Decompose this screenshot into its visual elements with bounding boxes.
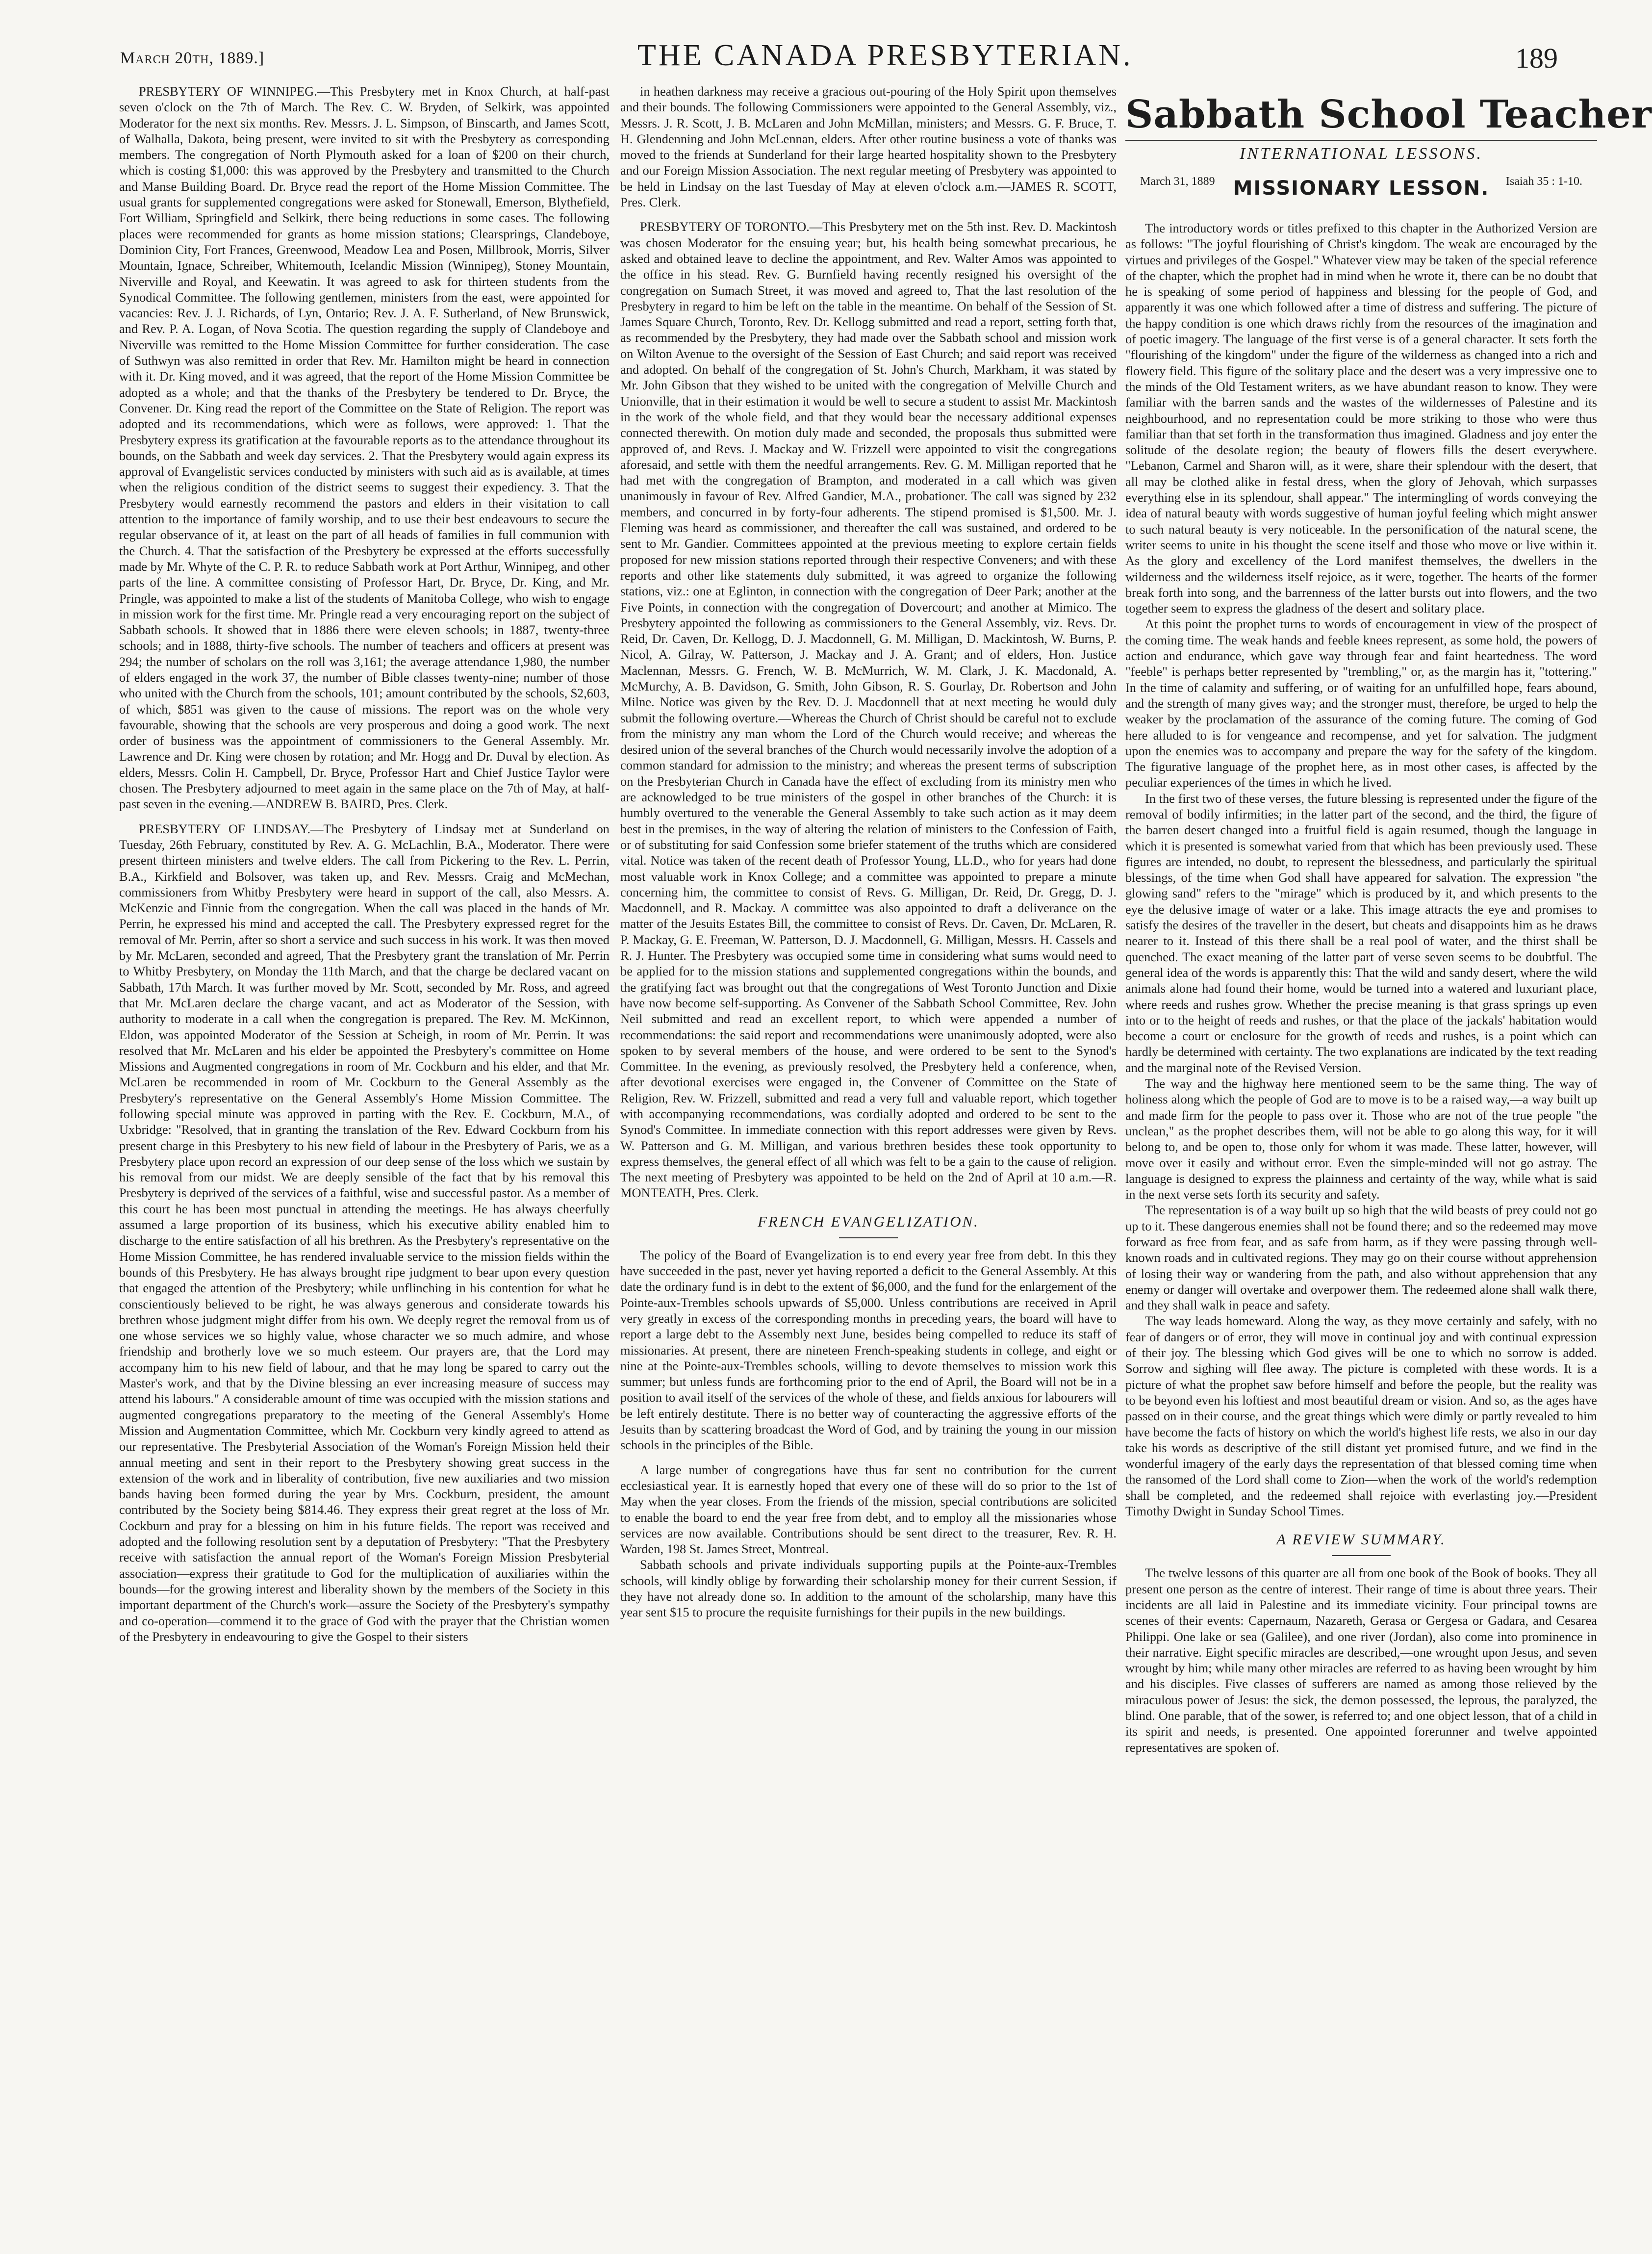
- lesson-para-3: In the first two of these verses, the future blessing is represented under the figure of the removal of bodily infirmities; in the latter part of the second, and the third, the figure of the barren desert changed into a fruitful field is again resumed, though the language in which it is presented is somewhat varied from that which has been previously used. These figures are intended, no doubt, to represent the blessedness, and particularly the spiritual blessings, of the time when God shall have appeared for salvation. The expression "the glowing sand" refers to the "mirage" which is produced by it, and which presents to the eye the delusive image of water or a lake. This image attracts the eye and promises to satisfy the desires of the traveller in the desert, but cheats and disappoints him as he draws nearer to it. Instead of this there shall be a real pool of water, and the thirst shall be quenched. The exact meaning of the latter part of verse seven seems to be doubtful. The general idea of the words is apparently this: That the wild and sandy desert, where the wild animals alone had found their home, would be turned into a watered and luxuriant place, where reeds and rushes grow. Whether the precise meaning is that grass springs up even into or to the height of reeds and rushes, or that the place of the jackals' habitation would become a court or enclosure for the growth of reeds and rushes, is a point which can hardly be determined with certainty. The two explanations are indicated by the text reading and the marginal note of the Revised Version.: [1125, 791, 1597, 1075]
- section-title-sabbath-school-teacher: Sabbath School Teacher: [1125, 92, 1652, 137]
- report-lindsay-continued: in heathen darkness may receive a gracious out-pouring of the Holy Spirit upon themselves and their bounds. The following Commissioners were appointed to the General Assembly, viz., Messrs. J. R. Scott, J. B. McLaren and John McMillan, ministers; and Messrs. G. F. Bruce, T. H. Glendenning and John McLennan, elders. After other routine business a vote of thanks was moved to the friends at Sunderland for their large hearted hospitality shown to the Presbytery and our Foreign Mission Association. The next regular meeting of Presbytery was appointed to be held in Lindsay on the last Tuesday of May at eleven o'clock a.m.—JAMES R. SCOTT, Pres. Clerk.: [620, 84, 1117, 210]
- section-subtitle-international-lessons: INTERNATIONAL LESSONS.: [1125, 140, 1597, 163]
- lesson-para-4: The way and the highway here mentioned seem to be the same thing. The way of holiness along which the people of God are to move is to be a raised way,—a way built up and made firm for the people to pass over it. Those who are not of the true people "the unclean," as the prophet describes them, will not be able to go along this way, for it will belong to, and be open to, those only for whom it was made. These latter, however, will move over it easily and without error. Even the simple-minded will not go astray. The language is designed to express the plainness and certainty of the way, while what is said in the next verse sets forth its security and safety.: [1125, 1076, 1597, 1202]
- report-presbytery-toronto: PRESBYTERY OF TORONTO.—This Presbytery met on the 5th inst. Rev. D. Mackintosh was chosen Moderator for the ensuing year; but, his health being somewhat precarious, he asked and obtained leave to decline the appointment, and Rev. Walter Amos was appointed to the office in his stead. Rev. G. Burnfield having recently resigned his oversight of the congregation on Sumach Street, it was moved and agreed to, That the last resolution of the Presbytery in regard to him be left on the table in the meantime. On behalf of the Session of St. James Square Church, Toronto, Rev. Dr. Kellogg submitted and read a report, setting forth that, as recommended by the Presbytery, they had made over the Sabbath school and mission work on Wilton Avenue to the oversight of the Session of East Church; and said report was received and adopted. On behalf of the congregation of St. John's Church, Markham, it was stated by Mr. John Gibson that they wished to be united with the congregation of Melville Church and Unionville, that in their estimation it would be well to secure a student to assist Mr. Mackintosh in the work of the whole field, and that they would bear the necessary additional expenses connected therewith. On motion duly made and seconded, the proposals thus submitted were approved of, and Revs. J. Mackay and W. Frizzell were appointed to visit the congregations aforesaid, and settle with them the needful arrangements. Rev. G. M. Milligan reported that he had met with the congregation of Brampton, and moderated in a call which was given unanimously in favour of Rev. Alfred Gandier, M.A., probationer. The call was signed by 232 members, and concurred in by forty-four adherents. The stipend promised is $1,500. Mr. J. Fleming was heard as commissioner, and thereafter the call was sustained, and ordered to be sent to Mr. Gandier. Committees appointed at the previous meeting to explore certain fields proposed for new mission stations reported through their respective Conveners; and with these reports and other like statements duly submitted, it was agreed to organize the following stations, viz.: one at Eglinton, in connection with the congregation of Deer Park; another at the Five Points, in connection with the congregation of Dovercourt; and another at Mimico. The Presbytery appointed the following as commissioners to the General Assembly, viz. Revs. Dr. Reid, Dr. Caven, Dr. Kellogg, D. J. Macdonnell, G. M. Milligan, D. Mackintosh, W. Burns, P. Nicol, A. Gilray, W. Patterson, J. Mackay and J. A. Grant; and of elders, Hon. Justice Maclennan, Messrs. G. French, W. B. McMurrich, W. M. Clark, J. K. Macdonald, A. McMurchy, A. B. Davidson, G. Smith, John Gibson, R. S. Gourlay, Dr. Robertson and John Milne. Notice was given by the Rev. D. J. Macdonnell that at next meeting he would duly submit the following overture.—Whereas the Church of Christ should be careful not to exclude from the ministry any man whom the Lord of the Church would receive; and whereas the desired union of the several branches of the Church would necessarily involve the adoption of a common standard for admission to the ministry; and whereas the present terms of subscription on the Presbyterian Church in Canada have the effect of excluding from its ministry men who are acknowledged to be true ministers of the gospel in other branches of the Church: it is humbly overtured to the venerable the General Assembly to take such action as it may deem best in the premises, in the way of altering the relation of ministers to the Confession of Faith, or of substituting for said Confession some briefer statement of the truths which are considered vital. Notice was taken of the recent death of Professor Young, LL.D., who for years had done most valuable work in Knox College; and a committee was appointed to prepare a minute concerning him, the committee to consist of Revs. G. Milligan, Dr. Reid, Dr. Gregg, D. J. Macdonnell, and R. Mackay. A committee was also appointed to draft a deliverance on the matter of the Jesuits Estates Bill, the committee to consist of Revs. Dr. Caven, Dr. McLaren, R. P. Mackay, G. E. Freeman, W. Patterson, D. J. Macdonnell, G. Milligan, Messrs. H. Cassels and R. J. Hunter. The Presbytery was occupied some time in considering what sums would need to be applied for to the mission stations and supplemented congregations within the bounds, and the gratifying fact was brought out that the congregations of West Toronto Junction and Dixie have now become self-supporting. As Convener of the Sabbath School Committee, Rev. John Neil submitted and read an excellent report, to which were appended a number of recommendations: the said report and recommendations were unanimously adopted, were also spoken to by several members of the house, and were ordered to be sent to the Synod's Committee. In the evening, as previously resolved, the Presbytery held a conference, when, after devotional exercises were engaged in, the Convener of Committee on the State of Religion, Rev. W. Frizzell, submitted and read a very full and valuable report, which together with accompanying recommendations, was cordially adopted and ordered to be sent to the Synod's Committee. In immediate connection with this report addresses were given by Revs. W. Patterson and G. M. Milligan, and various brethren besides these took opportunity to express themselves, the general effect of all which was felt to be a gain to the cause of religion. The next meeting of Presbytery was appointed to be held on the 2nd of April at 10 a.m.—R. MONTEATH, Pres. Clerk.: [620, 219, 1117, 1201]
- french-evangelization-para-3: Sabbath schools and private individuals supporting pupils at the Pointe-aux-Trembles schools, will kindly oblige by forwarding their scholarship money for their current Session, if they have not already done so. In addition to the amount of the scholarship, many have this year sent $15 to procure the requisite furnishings for their pupils in the new buildings.: [620, 1557, 1117, 1620]
- section-divider: [1332, 1555, 1391, 1556]
- review-summary-para: The twelve lessons of this quarter are all from one book of the Book of books. They all present one person as the centre of interest. Their range of time is about three years. Their incidents are all laid in Palestine and its immediate vicinity. Four principal towns are scenes of their events: Capernaum, Nazareth, Gerasa or Gergesa or Gadara, and Cesarea Philippi. One lake or sea (Galilee), and one river (Jordan), also come into prominence in their narrative. Eight specific miracles are described,—one wrought upon Jesus, and seven wrought by him; while many other miracles are referred to as having been wrought by him and his disciples. Five classes of sufferers are named as among those relieved by the miraculous power of Jesus: the sick, the demon possessed, the leprous, the paralyzed, the blind. One parable, that of the sower, is referred to; and one object lesson, that of a child in its spirit and needs, is presented. One appointed forerunner and twelve appointed representatives are spoken of.: [1125, 1565, 1597, 1755]
- lesson-date: March 31, 1889: [1140, 175, 1215, 188]
- report-presbytery-lindsay: PRESBYTERY OF LINDSAY.—The Presbytery of Lindsay met at Sunderland on Tuesday, 26th February, constituted by Rev. A. G. McLachlin, B.A., Moderator. There were present thirteen ministers and twelve elders. The call from Pickering to the Rev. L. Perrin, B.A., Kirkfield and Bolsover, was taken up, and Rev. Messrs. Craig and McMechan, commissioners from Whitby Presbytery were heard in support of the call, also Messrs. A. McKenzie and Finnie from the congregation. When the call was placed in the hands of Mr. Perrin, he expressed his mind and accepted the call. The Presbytery expressed regret for the removal of Mr. Perrin, after so short a service and such success in his work. It was then moved by Mr. McLaren, seconded and agreed, That the Presbytery grant the translation of Mr. Perrin to Whitby Presbytery, on Monday the 11th March, and that the charge be declared vacant on Sabbath, 17th March. It was further moved by Mr. Scott, seconded by Mr. Ross, and agreed that Mr. McLaren declare the charge vacant, and act as Moderator of the Session, with authority to moderate in a call when the congregation is prepared. The Rev. M. McKinnon, Eldon, was appointed Moderator of the Session at Scheigh, in room of Mr. Perrin. It was resolved that Mr. McLaren and his elder be appointed the Presbytery's committee on Home Missions and Augmented congregations in room of Mr. Cockburn and his elder, and that Mr. McLaren be recommended in room of Mr. Cockburn to the General Assembly as the Presbytery's representative on the General Assembly's Home Mission Committee. The following special minute was approved in parting with the Rev. E. Cockburn, M.A., of Uxbridge: "Resolved, that in granting the translation of the Rev. Edward Cockburn from his present charge in this Presbytery to his new field of labour in the Presbytery of Paris, we as a Presbytery place upon record an expression of our deep sense of the loss which we sustain by his removal from our midst. We are deeply sensible of the fact that by his removal this Presbytery is deprived of the services of a faithful, wise and successful pastor. As a member of this court he has been most punctual in attending the meetings. He has always cheerfully assumed a large proportion of its business, which his executive ability enabled him to discharge to the entire satisfaction of all his brethren. As the Presbytery's representative on the Home Mission Committee, he has rendered invaluable service to the mission fields within the bounds of this Presbytery. He has always brought ripe judgment to bear upon every question that engaged the attention of the Presbytery; while unflinching in his contention for what he conscientiously believed to be right, he was always generous and considerate towards his brethren whose judgment might differ from his own. We deeply regret the removal from us of one whose services we so highly value, whose character we so much admire, and whose friendship and brotherly love we so much esteem. Our prayers are, that the Lord may accompany him to his new field of labour, and that he may long be spared to carry out the Master's work, and that by the Divine blessing an ever increasing measure of success may attend his labours." A considerable amount of time was occupied with the mission stations and augmented congregations preparatory to the meeting of the General Assembly's Home Mission and Augmentation Committee, which Mr. Cockburn very kindly agreed to attend as our representative. The Presbyterial Association of the Woman's Foreign Mission held their annual meeting and sent in their report to the Presbytery showing great success in the extension of the work and in liberality of contribution, five new auxiliaries and two mission bands having been formed during the year by Mrs. Cockburn, president, the amount contributed by the Society being $814.46. They express their great regret at the loss of Mr. Cockburn and pray for a blessing on him in his future fields. The report was received and adopted and the following resolution sent by a deputation of Presbytery: "That the Presbytery receive with satisfaction the annual report of the Woman's Foreign Mission Presbyterial association—express their gratitude to God for the multiplication of auxiliaries within the bounds—for the growing interest and liberality shown by the members of the Society in this important department of the Church's work—assure the Society of the Presbytery's sympathy and co-operation—commend it to the grace of God with the prayer that the Christian women of the Presbytery in endeavouring to give the Gospel to their sisters: [119, 821, 610, 1644]
- lesson-reference: Isaiah 35 : 1-10.: [1506, 175, 1582, 188]
- lesson-title: MISSIONARY LESSON.: [1233, 177, 1490, 200]
- page-number: 189: [1515, 42, 1558, 74]
- lesson-para-6: The way leads homeward. Along the way, as they move certainly and safely, with no fear of dangers or of error, they will move in continual joy and with continual expression of their joy. The blessing which God gives will be one to which no sorrow is added. Sorrow and sighing will flee away. The picture is completed with these words. It is a picture of what the prophet saw before himself and before the people, but the reality was to be beyond even his loftiest and most beautiful dream or vision. And so, as the ages have passed on in their course, and the great things which were dimly or partly revealed to him have become the facts of history on which the world's highest life rests, we also in our day take his words as descriptive of the still distant yet promised future, and we find in the wonderful imagery of the early days the representation of that blessed coming time when the ransomed of the Lord shall come to Zion—when the work of the world's redemption shall be completed, and the redeemed shall rejoice with everlasting joy.—President Timothy Dwight in Sunday School Times.: [1125, 1313, 1597, 1519]
- report-presbytery-winnipeg: PRESBYTERY OF WINNIPEG.—This Presbytery met in Knox Church, at half-past seven o'clock on the 7th of March. The Rev. C. W. Bryden, of Selkirk, was appointed Moderator for the next six months. Rev. Messrs. J. L. Simpson, of Binscarth, and James Scott, of Walhalla, Dakota, being present, were invited to sit with the Presbytery as corresponding members. The congregation of North Plymouth asked for a loan of $200 on their church, which is costing $1,000: this was approved by the Presbytery and transmitted to the Church and Manse Building Board. Dr. Bryce read the report of the Home Mission Committee. The usual grants for supplemented congregations were asked for Stonewall, Emerson, Blythefield, Fort William, Springfield and Selkirk, there being reductions in some cases. The following places were recommended for grants as home mission stations; Clearsprings, Clandeboye, Dominion City, Fort Frances, Greenwood, Meadow Lea and Posen, Millbrook, Morris, Silver Mountain, Ignace, Schreiber, Whitemouth, Icelandic Mission (Winnipeg), Stoney Mountain, Niverville and Royal, and Keewatin. It was agreed to ask for thirteen students from the Synodical Committee. The following gentlemen, ministers from the east, were appointed for vacancies: Rev. J. J. Richards, of Lyn, Ontario; Rev. J. A. F. Sutherland, of New Brunswick, and Rev. P. A. Logan, of Nova Scotia. The question regarding the supply of Clandeboye and Niverville was remitted to the Home Mission Committee for further consideration. The case of Suthwyn was also remitted in order that Rev. Mr. Hamilton might be heard in connection with it. Dr. King moved, and it was agreed, that the report of the Home Mission Committee be adopted as a whole; and that the thanks of the Presbytery be tendered to Dr. Bryce, the Convener. Dr. King read the report of the Committee on the State of Religion. The report was adopted and its recommendations, which were as follows, were approved: 1. That the Presbytery express its gratification at the favourable reports as to the attendance throughout its bounds, on the Sabbath and week day services. 2. That the Presbytery would again express its approval of Evangelistic services conducted by ministers with such aid as is available, at times when the religious condition of the district seems to suggest their expediency. 3. That the Presbytery would earnestly recommend the pastors and elders in their visitation to call attention to the importance of family worship, and to use their best endeavours to secure the regular observance of it, at least on the part of all heads of families in full communion with the Church. 4. That the satisfaction of the Presbytery be expressed at the efforts successfully made by Mr. Whyte of the C. P. R. to reduce Sabbath work at Port Arthur, Winnipeg, and other parts of the line. A committee consisting of Professor Hart, Dr. Bryce, Dr. King, and Mr. Pringle, was appointed to make a list of the students of Manitoba College, who wish to engage in mission work for the first time. Mr. Pringle read a very encouraging report on the subject of Sabbath schools. It showed that in 1886 there were eleven schools; in 1887, twenty-three schools; and in 1888, thirty-five schools. The number of teachers and officers at present was 294; the number of scholars on the roll was 3,161; the average attendance 1,980, the number of elders engaged in the work 37, the number of Bible classes twenty-nine; number of those who united with the Church from the schools, 101; amount contributed by the schools, $2,603, of which, $851 was given to the cause of missions. The report was on the whole very favourable, showing that the schools are very prosperous and doing a good work. The next order of business was the appointment of commissioners to the General Assembly. Mr. Lawrence and Dr. King were chosen by rotation; and Mr. Hogg and Dr. Duval by election. As elders, Messrs. Colin H. Campbell, Dr. Bryce, Professor Hart and Chief Justice Taylor were chosen. The Presbytery adjourned to meet again in the same place on the 7th of May, at half-past seven in the evening.—ANDREW B. BAIRD, Pres. Clerk.: [119, 84, 610, 812]
- lesson-para-1: The introductory words or titles prefixed to this chapter in the Authorized Version are as follows: "The joyful flourishing of Christ's kingdom. The weak are encouraged by the virtues and privileges of the Gospel." Whatever view may be taken of the special reference of the chapter, which the prophet had in mind when he wrote it, there can be no doubt that he is speaking of some period of happiness and blessing for the people of God, and apparently it was one which followed after a time of distress and suffering. The picture of the happy condition is one which draws richly from the resources of the imagination and of poetic imagery. The language of the first verse is of a general character. It sets forth the "flourishing of the kingdom" under the figure of the wilderness as changed into a rich and flowery field. This figure of the solitary place and the desert was a very impressive one to the minds of the Old Testament writers, as we have abundant reason to know. They were familiar with the barren sands and the wastes of the wildernesses of Palestine and its neighbourhood, and no representation could be more striking to those who were thus familiar than that set forth in the transformation thus imagined. Gladness and joy enter the solitude of the desolate region; the beauty of flowers fills the desert everywhere. "Lebanon, Carmel and Sharon will, as it were, share their splendour with the desert, that all may be clothed alike in festal dress, when the glory of Jehovah, which surpasses everything else in its splendour, shall appear." The intermingling of words conveying the idea of natural beauty with words suggestive of human joyful feeling which might answer to such natural beauty is very noticeable. In the personification of the natural scene, the writer seems to unite in his thought the scene itself and those who move or live within it. As the glory and excellency of the Lord manifest themselves, the dwellers in the wilderness and the wilderness itself rejoice, as it were, together. The hearts of the former break forth into song, and the barrenness of the latter bursts out into flowers, and the two together seem to express the gladness of the desert and solitary place.: [1125, 221, 1597, 616]
- newspaper-title: THE CANADA PRESBYTERIAN.: [637, 39, 1133, 72]
- lesson-header: [1125, 174, 1597, 213]
- page-header: [0, 0, 1631, 74]
- section-divider: [839, 1237, 898, 1238]
- section-heading-french-evangelization: FRENCH EVANGELIZATION.: [758, 1212, 979, 1230]
- lesson-para-5: The representation is of a way built up so high that the wild beasts of prey could not go up to it. These dangerous enemies shall not be found there; and so the redeemed may move forward as free from fear, and as safe from harm, as if they were passing through well-known roads and in cultivated regions. They may go on their course without apprehension of losing their way or wandering from the path, and also without apprehension that any enemy or danger will overtake and overpower them. The redeemed alone shall walk there, and they shall walk in peace and safety.: [1125, 1203, 1597, 1313]
- french-evangelization-para-2: A large number of congregations have thus far sent no contribution for the current ecclesiastical year. It is earnestly hoped that every one of these will do so prior to the 1st of May when the year closes. From the friends of the mission, special contributions are solicited to enable the board to end the year free from debt, and to employ all the missionaries whose services are now available. Contributions should be sent direct to the treasurer, Rev. R. H. Warden, 198 St. James Street, Montreal.: [620, 1462, 1117, 1557]
- section-heading-review-summary: A REVIEW SUMMARY.: [1276, 1531, 1446, 1548]
- issue-date: March 20th, 1889.]: [120, 49, 265, 67]
- french-evangelization-para-1: The policy of the Board of Evangelization is to end every year free from debt. In this they have succeeded in the past, never yet having reported a deficit to the General Assembly. At this date the ordinary fund is in debt to the extent of $6,000, and the fund for the enlargement of the Pointe-aux-Trembles schools upwards of $5,000. Unless contributions are received in April very greatly in excess of the corresponding months in preceding years, the board will have to report a large debt to the Assembly next June, besides being compelled to reduce its staff of missionaries. At present, there are nineteen French-speaking students in college, and eight or nine at the Pointe-aux-Trembles schools, willing to devote themselves to mission work this summer; but unless funds are forthcoming prior to the end of April, the Board will not be in a position to avail itself of the services of the whole of these, and fields anxious for labourers will be left entirely destitute. There is no better way of counteracting the aggressive efforts of the Jesuits than by scattering broadcast the Word of God, and by training the young in our mission schools in the principles of the Bible.: [620, 1247, 1117, 1453]
- lesson-para-2: At this point the prophet turns to words of encouragement in view of the prospect of the coming time. The weak hands and feeble knees represent, as some hold, the powers of action and endurance, which gave way through fear and faint heartedness. The word "feeble" is perhaps better represented by "trembling," or, as the margin has it, "tottering." In the time of calamity and suffering, or of waiting for an unfulfilled hope, fears abound, and the strength of many gives way; and the stronger must, therefore, be urged to help the weaker by the proclamation of the assurance of the coming future. The coming of God here alluded to is for vengeance and recompense, and yet for salvation. The judgment upon the enemies was to accompany and prepare the way for the safety of the kingdom. The figurative language of the prophet here, as in most other cases, is affected by the peculiar experiences of the times in which he lived.: [1125, 616, 1597, 790]
- column-right: [1125, 83, 1652, 2231]
- column-left: [119, 83, 610, 2231]
- column-middle: [620, 83, 1117, 2231]
